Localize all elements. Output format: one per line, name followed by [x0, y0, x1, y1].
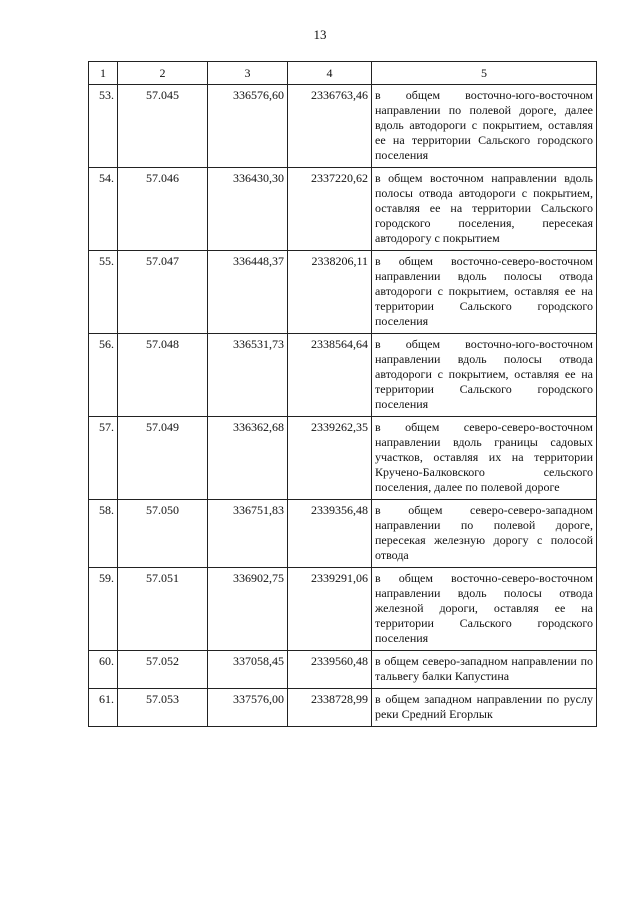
coordinate-y: 2339291,06: [288, 568, 372, 651]
point-code: 57.051: [118, 568, 208, 651]
row-number: 59.: [89, 568, 118, 651]
boundary-description: в общем восточно-юго-восточном направлении вдоль полосы отвода автодороги с покрытием, оставляя ее на территории Сальского городского поселения: [372, 334, 597, 417]
boundary-description: в общем восточном направлении вдоль полосы отвода автодороги с покрытием, оставляя ее на территории Сальского городского поселения, пересекая автодорогу с покрытием: [372, 168, 597, 251]
point-code: 57.045: [118, 85, 208, 168]
coordinate-x: 336902,75: [208, 568, 288, 651]
coordinate-y: 2338728,99: [288, 689, 372, 727]
boundary-description: в общем восточно-юго-восточном направлении по полевой дороге, далее вдоль автодороги с покрытием, оставляя ее на территории Сальского городского поселения: [372, 85, 597, 168]
boundary-description: в общем северо-северо-западном направлении по полевой дороге, пересекая железную дорогу с полосой отвода: [372, 500, 597, 568]
row-number: 60.: [89, 651, 118, 689]
row-number: 54.: [89, 168, 118, 251]
coordinate-x: 336576,60: [208, 85, 288, 168]
coordinate-x: 336362,68: [208, 417, 288, 500]
coordinate-x: 337058,45: [208, 651, 288, 689]
table-row: [89, 689, 597, 727]
row-number: 57.: [89, 417, 118, 500]
table-row: [89, 168, 597, 251]
row-number: 53.: [89, 85, 118, 168]
boundary-description: в общем восточно-северо-восточном направлении вдоль полосы отвода железной дороги, оставляя ее на территории Сальского городского поселения: [372, 568, 597, 651]
column-header: 5: [372, 62, 597, 85]
table-row: [89, 251, 597, 334]
column-header: 4: [288, 62, 372, 85]
coordinate-x: 336751,83: [208, 500, 288, 568]
coordinate-y: 2339560,48: [288, 651, 372, 689]
point-code: 57.049: [118, 417, 208, 500]
column-header: 3: [208, 62, 288, 85]
point-code: 57.048: [118, 334, 208, 417]
row-number: 61.: [89, 689, 118, 727]
table-row: [89, 85, 597, 168]
row-number: 56.: [89, 334, 118, 417]
boundary-description: в общем северо-западном направлении по тальвегу балки Капустина: [372, 651, 597, 689]
coordinate-x: 337576,00: [208, 689, 288, 727]
coordinate-y: 2336763,46: [288, 85, 372, 168]
header-row: [89, 62, 597, 85]
page-number: 13: [313, 27, 327, 42]
coordinate-y: 2337220,62: [288, 168, 372, 251]
coordinate-x: 336448,37: [208, 251, 288, 334]
table-row: [89, 500, 597, 568]
coordinate-y: 2339356,48: [288, 500, 372, 568]
table-row: [89, 334, 597, 417]
column-header: 1: [89, 62, 118, 85]
point-code: 57.052: [118, 651, 208, 689]
coordinate-y: 2339262,35: [288, 417, 372, 500]
boundary-description: в общем северо-северо-восточном направлении вдоль границы садовых участков, оставляя их на территории Кручено-Балковского сельского поселения, далее по полевой дороге: [372, 417, 597, 500]
boundary-description: в общем восточно-северо-восточном направлении вдоль полосы отвода автодороги с покрытием, оставляя ее на территории Сальского городского поселения: [372, 251, 597, 334]
coordinate-y: 2338206,11: [288, 251, 372, 334]
row-number: 58.: [89, 500, 118, 568]
boundary-description: в общем западном направлении по руслу реки Средний Егорлык: [372, 689, 597, 727]
boundary-table: [88, 61, 597, 727]
point-code: 57.047: [118, 251, 208, 334]
row-number: 55.: [89, 251, 118, 334]
column-header: 2: [118, 62, 208, 85]
table-row: [89, 651, 597, 689]
table-row: [89, 568, 597, 651]
point-code: 57.053: [118, 689, 208, 727]
table-row: [89, 417, 597, 500]
coordinate-y: 2338564,64: [288, 334, 372, 417]
coordinate-x: 336430,30: [208, 168, 288, 251]
point-code: 57.046: [118, 168, 208, 251]
point-code: 57.050: [118, 500, 208, 568]
coordinate-x: 336531,73: [208, 334, 288, 417]
